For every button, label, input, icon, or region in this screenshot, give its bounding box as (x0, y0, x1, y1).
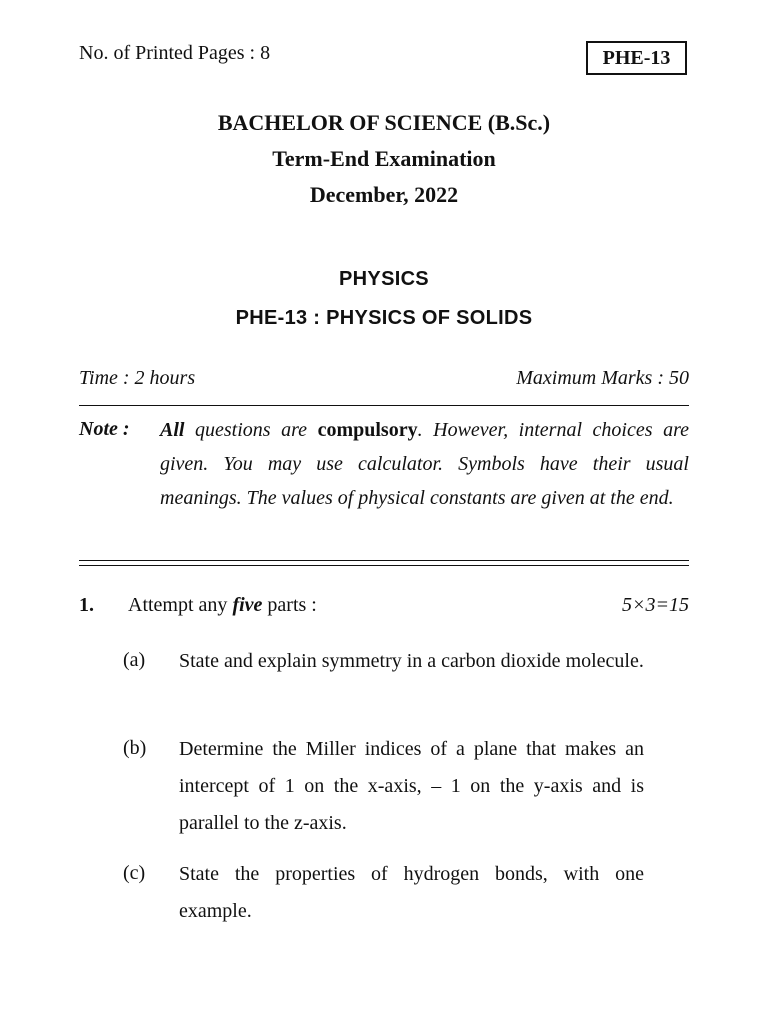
note-compulsory: compulsory (317, 419, 418, 441)
part-text: State and explain symmetry in a carbon dioxide molecule. (179, 650, 644, 672)
divider-line (79, 405, 689, 406)
course-title: PHE-13 : PHYSICS OF SOLIDS (235, 307, 533, 329)
note-text-1: questions are (184, 419, 318, 441)
exam-title: Term-End Examination (272, 146, 496, 171)
question-instruction-pre: Attempt any (128, 594, 233, 616)
printed-pages-count: No. of Printed Pages : 8 (79, 42, 271, 64)
course-code-box: PHE-13 (586, 41, 687, 75)
part-label: (b) (123, 737, 147, 759)
part-label: (c) (123, 862, 146, 884)
degree-title: BACHELOR OF SCIENCE (B.Sc.) (217, 110, 551, 135)
note-label: Note : (79, 418, 130, 440)
question-number: 1. (79, 594, 94, 616)
question-instruction-emph: five (232, 594, 263, 616)
part-text: Determine the Miller indices of a plane that makes an intercept of 1 on the x-axis, – 1 on the y-axis and is parallel to the z-axis. (179, 738, 644, 834)
exam-date: December, 2022 (309, 182, 459, 207)
note-text-2: . However, internal choices are given. You may use calculator. Symbols have their usual meanings. The values of physical constants are given at the end. (160, 419, 689, 509)
question-instruction (128, 594, 317, 617)
question-instruction-post: parts : (262, 594, 317, 616)
note-text (160, 413, 689, 515)
part-label: (a) (123, 649, 146, 671)
double-divider-line (79, 560, 689, 566)
note-all: All (160, 419, 185, 441)
maximum-marks: Maximum Marks : 50 (516, 367, 689, 389)
time-allowed: Time : 2 hours (79, 367, 196, 389)
question-marks: 5×3=15 (622, 594, 689, 616)
part-text: State the properties of hydrogen bonds, with one example. (179, 863, 644, 922)
subject-title: PHYSICS (339, 268, 429, 290)
